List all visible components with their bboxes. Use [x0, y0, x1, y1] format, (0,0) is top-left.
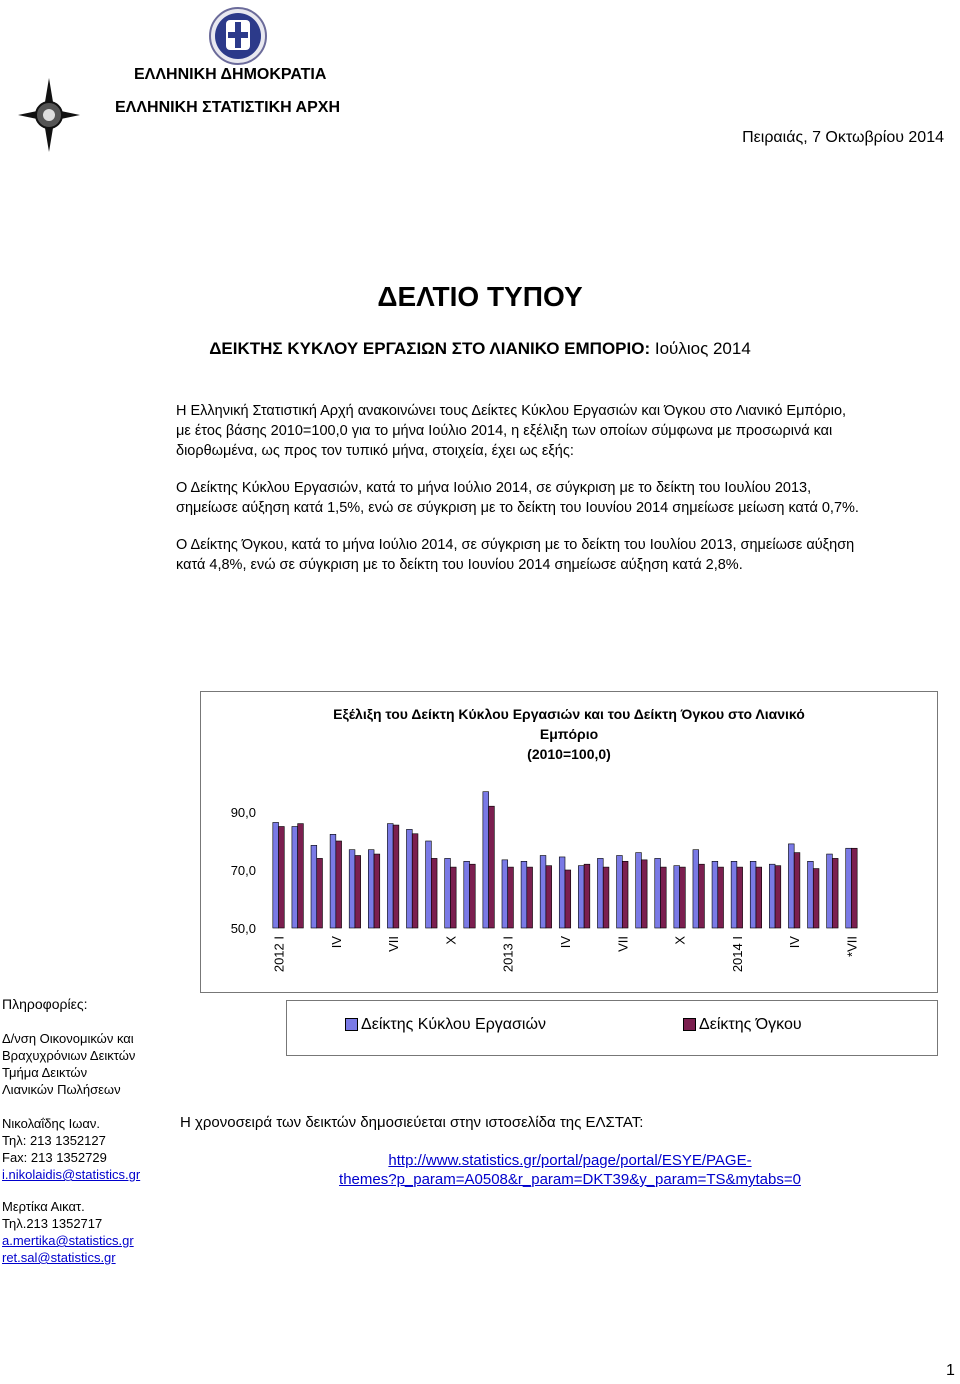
bar-volume [775, 866, 781, 928]
bar-volume [660, 867, 666, 928]
bar-volume [279, 827, 285, 929]
bar-volume [508, 867, 514, 928]
chart-title-line: Εμπόριο [539, 726, 599, 742]
bar-turnover [712, 861, 718, 928]
bar-volume [393, 825, 399, 928]
bar-volume [565, 870, 571, 928]
bar-turnover [808, 861, 814, 928]
page-subtitle [0, 339, 960, 359]
chart-container [200, 691, 938, 993]
x-tick-label: VII [615, 936, 631, 952]
bar-volume [489, 806, 495, 928]
paragraph-line: Ο Δείκτης Όγκου, κατά το μήνα Ιούλιο 2014, σε σύγκριση με το δείκτη του Ιουλίου 2013, σημείωσε αύξηση [176, 537, 855, 553]
bar-turnover [273, 822, 279, 928]
timeseries-url [290, 1151, 850, 1189]
contact-name: Νικολαΐδης Ιωαν. [2, 1116, 101, 1131]
bar-volume [298, 824, 304, 928]
bar-turnover [655, 858, 661, 928]
x-tick-label: IV [787, 936, 803, 949]
bar-volume [718, 867, 724, 928]
bar-volume [355, 856, 361, 929]
intro-paragraph [176, 401, 960, 461]
org-name: ΕΛΛΗΝΙΚΗ ΔΗΜΟΚΡΑΤΙΑ [134, 66, 327, 83]
bar-volume [317, 858, 323, 928]
chart-title-line: (2010=100,0) [527, 746, 611, 762]
chart-title-line: Εξέλιξη του Δείκτη Κύκλου Εργασιών και του Δείκτη Όγκου στο Λιανικό [333, 706, 805, 722]
contact-email-link[interactable]: i.nikolaidis@statistics.gr [2, 1167, 141, 1182]
bar-turnover [387, 824, 393, 928]
info-heading: Πληροφορίες: [2, 996, 88, 1012]
legend-swatch [683, 1018, 696, 1031]
elstat-compass-logo-icon [18, 78, 80, 152]
bar-turnover [330, 834, 336, 928]
bar-turnover [483, 792, 489, 928]
paragraph-line: σημείωσε αύξηση κατά 1,5%, ενώ σε σύγκριση με το δείκτη του Ιουνίου 2014 σημείωσε μείωση κατά 0,7%. [176, 500, 859, 516]
bar-volume [641, 860, 647, 928]
y-tick-label: 70,0 [230, 863, 256, 878]
bar-turnover [693, 850, 699, 928]
x-tick-label: X [443, 936, 459, 945]
agency-name: ΕΛΛΗΝΙΚΗ ΣΤΑΤΙΣΤΙΚΗ ΑΡΧΗ [115, 99, 340, 116]
y-tick-label: 90,0 [230, 805, 256, 820]
paragraph-line: κατά 4,8%, ενώ σε σύγκριση με το δείκτη του Ιουνίου 2014 σημείωσε αύξηση κατά 2,8%. [176, 557, 743, 573]
bar-turnover [464, 861, 470, 928]
paragraph-line: διορθωμένα, ως προς τον τυπικό μήνα, στοιχεία, έχει ως εξής: [176, 443, 574, 459]
bar-volume [851, 848, 857, 928]
subtitle-period: Ιούλιος 2014 [654, 339, 751, 358]
bar-volume [412, 834, 418, 928]
department-info [2, 1030, 135, 1098]
bar-turnover [559, 857, 565, 928]
bar-volume [584, 864, 590, 928]
legend-item-turnover [345, 1016, 546, 1034]
legend-label: Δείκτης Κύκλου Εργασιών [361, 1016, 546, 1033]
bar-turnover [406, 829, 412, 928]
chart-legend [286, 1000, 938, 1056]
contact-2 [2, 1198, 134, 1266]
bar-turnover [292, 827, 298, 929]
bar-turnover [617, 856, 623, 929]
bar-volume [832, 858, 838, 928]
volume-paragraph [176, 535, 960, 575]
bar-turnover [349, 850, 355, 928]
x-tick-label: 2012 I [271, 936, 287, 973]
contact-name: Μερτίκα Αικατ. [2, 1199, 85, 1214]
x-tick-label: 2014 I [729, 936, 745, 973]
bar-volume [374, 854, 380, 928]
contact-1 [2, 1115, 140, 1183]
bar-volume [699, 864, 705, 928]
bar-volume [470, 864, 476, 928]
chart-plot [201, 692, 937, 992]
department-line: Βραχυχρόνιων Δεικτών [2, 1048, 136, 1063]
bar-turnover [674, 866, 680, 928]
bar-turnover [636, 853, 642, 928]
x-tick-label: 2013 I [500, 936, 516, 973]
bar-volume [431, 858, 437, 928]
bar-turnover [311, 845, 317, 928]
bar-volume [680, 867, 686, 928]
bar-turnover [750, 861, 756, 928]
paragraph-line: Η Ελληνική Στατιστική Αρχή ανακοινώνει τους Δείκτες Κύκλου Εργασιών και Όγκου στο Λιανικό Εμπόριο, [176, 403, 847, 419]
bar-turnover [597, 858, 603, 928]
bar-turnover [788, 844, 794, 928]
bar-turnover [578, 866, 584, 928]
bar-turnover [368, 850, 374, 928]
page-number: 1 [946, 1362, 955, 1379]
elstat-url-link[interactable]: http://www.statistics.gr/portal/page/portal/ESYE/PAGE- [388, 1152, 752, 1169]
contact-phone: Τηλ: 213 1352127 [2, 1133, 106, 1148]
department-line: Λιανικών Πωλήσεων [2, 1082, 121, 1097]
contact-fax: Fax: 213 1352729 [2, 1150, 107, 1165]
greek-emblem-icon [206, 6, 270, 66]
bar-volume [450, 867, 456, 928]
press-release-date: Πειραιάς, 7 Οκτωβρίου 2014 [742, 129, 944, 146]
legend-swatch [345, 1018, 358, 1031]
y-tick-label: 50,0 [230, 921, 256, 936]
bar-turnover [426, 841, 432, 928]
paragraph-line: Ο Δείκτης Κύκλου Εργασιών, κατά το μήνα Ιούλιο 2014, σε σύγκριση με το δείκτη του Ιουλίου 2013, [176, 480, 812, 496]
paragraph-line: με έτος βάσης 2010=100,0 για το μήνα Ιούλιο 2014, η εξέλιξη των οποίων σύμφωνα με προσωρινά και [176, 423, 833, 439]
bar-turnover [731, 861, 737, 928]
page-title: ΔΕΛΤΙΟ ΤΥΠΟΥ [377, 281, 583, 312]
legend-item-volume [683, 1016, 802, 1034]
bar-turnover [445, 858, 451, 928]
bar-turnover [846, 848, 852, 928]
bar-volume [527, 867, 533, 928]
bar-volume [603, 867, 609, 928]
contact-phone: Τηλ.213 1352717 [2, 1216, 103, 1231]
bar-volume [546, 866, 552, 928]
bar-turnover [827, 854, 833, 928]
elstat-url-link-continued[interactable]: themes?p_param=A0508&r_param=DKT39&y_param=TS&mytabs=0 [339, 1171, 801, 1188]
contact-email-link[interactable]: ret.sal@statistics.gr [2, 1250, 116, 1265]
bar-turnover [769, 864, 775, 928]
turnover-paragraph [176, 478, 960, 518]
department-line: Δ/νση Οικονομικών και [2, 1031, 134, 1046]
bar-turnover [521, 861, 527, 928]
subtitle-bold: ΔΕΙΚΤΗΣ ΚΥΚΛΟΥ ΕΡΓΑΣΙΩΝ ΣΤΟ ΛΙΑΝΙΚΟ ΕΜΠΟΡΙΟ: [209, 339, 651, 358]
bar-volume [794, 853, 800, 928]
department-line: Τμήμα Δεικτών [2, 1065, 88, 1080]
bar-volume [756, 867, 762, 928]
bar-volume [737, 867, 743, 928]
bar-turnover [502, 860, 508, 928]
contact-email-link[interactable]: a.mertika@statistics.gr [2, 1233, 134, 1248]
bar-volume [622, 861, 628, 928]
timeseries-note: Η χρονοσειρά των δεικτών δημοσιεύεται στην ιστοσελίδα της ΕΛΣΤΑΤ: [180, 1114, 644, 1131]
x-tick-label: IV [558, 936, 573, 949]
x-tick-label: X [672, 936, 688, 945]
bar-turnover [540, 856, 546, 929]
x-tick-label: *VII [844, 936, 860, 957]
bar-volume [813, 869, 819, 928]
bar-volume [336, 841, 342, 928]
legend-label: Δείκτης Όγκου [699, 1016, 802, 1033]
x-tick-label: VII [386, 936, 402, 952]
x-tick-label: IV [328, 936, 344, 949]
